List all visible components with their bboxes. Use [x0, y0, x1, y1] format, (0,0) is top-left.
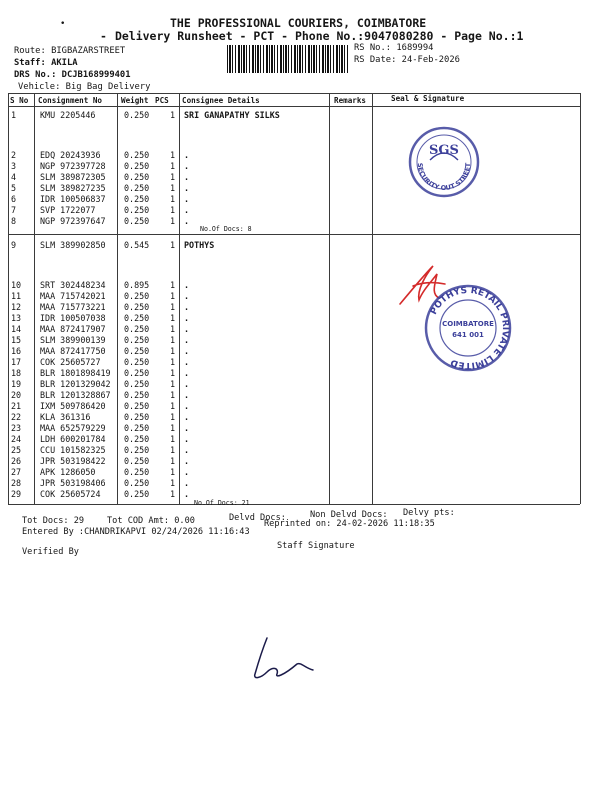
group-divider-rule	[8, 234, 580, 235]
cell-mark: .	[184, 445, 190, 455]
runsheet-title	[100, 31, 523, 43]
cell-sno: 28	[11, 478, 22, 488]
rs-no-text: RS No.: 1689994	[354, 43, 434, 53]
cell-sno: 1	[11, 110, 17, 120]
cell-mark: .	[184, 423, 190, 433]
cell-sno: 13	[11, 313, 22, 323]
entered-by: Entered By :CHANDRIKAPVI 02/24/2026 11:16:43	[22, 527, 250, 537]
total-docs: Tot Docs: 29	[22, 516, 85, 526]
delivered-docs: Delvd Docs:	[229, 513, 286, 523]
cell-weight: 0.250	[124, 401, 150, 411]
cell-weight: 0.250	[124, 423, 150, 433]
reprinted-on: Reprinted on: 24-02-2026 11:18:35	[264, 519, 435, 529]
cell-consignment: SLM 389827235	[40, 183, 106, 193]
cell-pcs: 1	[170, 194, 176, 204]
cell-mark: .	[184, 467, 190, 477]
cell-consignment: JPR 503198422	[40, 456, 106, 466]
cell-pcs: 1	[170, 434, 176, 444]
total-cod: Tot COD Amt: 0.00	[107, 516, 195, 526]
cell-consignment: SLM 389900139	[40, 335, 106, 345]
cell-sno: 12	[11, 302, 22, 312]
cell-consignment: IDR 100507038	[40, 313, 106, 323]
cell-consignment: SLM 389902850	[40, 240, 106, 250]
cell-weight: 0.250	[124, 379, 150, 389]
group-doc-count: No.Of Docs: 21	[194, 499, 250, 507]
cell-consignment: CCU 101582325	[40, 445, 106, 455]
cell-pcs: 1	[170, 368, 176, 378]
sgs-seal-title: SGS	[429, 143, 459, 158]
cell-weight: 0.250	[124, 183, 150, 193]
cell-pcs: 1	[170, 445, 176, 455]
cell-pcs: 1	[170, 467, 176, 477]
cell-consignment: IDR 100506837	[40, 194, 106, 204]
cell-weight: 0.250	[124, 313, 150, 323]
cell-sno: 23	[11, 423, 22, 433]
cell-weight: 0.250	[124, 489, 150, 499]
cell-sno: 22	[11, 412, 22, 422]
cell-mark: .	[184, 150, 190, 160]
staff-signature-scribble	[247, 634, 317, 684]
cell-consignment: COK 25605727	[40, 357, 101, 367]
corner-mark: •	[60, 19, 66, 29]
pothys-seal-ring: POTHYS RETAIL PRIVATE LIMITED	[429, 285, 511, 371]
cell-pcs: 1	[170, 110, 176, 120]
cell-mark: .	[184, 401, 190, 411]
cell-weight: 0.250	[124, 161, 150, 171]
col-header-pcs: PCS	[155, 96, 169, 105]
cell-pcs: 1	[170, 335, 176, 345]
drs-barcode	[227, 45, 349, 73]
staff-text: Staff: AKILA	[14, 58, 78, 68]
vehicle-text: Vehicle: Big Bag Delivery	[18, 82, 151, 92]
cell-consignment: KLA 361316	[40, 412, 91, 422]
cell-weight: 0.250	[124, 302, 150, 312]
cell-consignment: COK 25605724	[40, 489, 101, 499]
rs-date-text: RS Date: 24-Feb-2026	[354, 55, 460, 65]
cell-sno: 9	[11, 240, 17, 250]
cell-consignment: SLM 389872305	[40, 172, 106, 182]
cell-pcs: 1	[170, 456, 176, 466]
cell-weight: 0.250	[124, 434, 150, 444]
cell-consignment: SVP 1722077	[40, 205, 96, 215]
cell-consignment: KMU 2205446	[40, 110, 96, 120]
cell-mark: .	[184, 379, 190, 389]
table-bottom-rule	[8, 504, 580, 505]
cell-sno: 27	[11, 467, 22, 477]
cell-sno: 17	[11, 357, 22, 367]
cell-consignment: MAA 652579229	[40, 423, 106, 433]
col-header-remarks: Remarks	[334, 96, 367, 105]
cell-pcs: 1	[170, 205, 176, 215]
cell-consignment: MAA 872417907	[40, 324, 106, 334]
cell-sno: 15	[11, 335, 22, 345]
cell-sno: 14	[11, 324, 22, 334]
cell-pcs: 1	[170, 240, 176, 250]
cell-mark: .	[184, 456, 190, 466]
cell-pcs: 1	[170, 324, 176, 334]
cell-consignment: BLR 1801898419	[40, 368, 111, 378]
cell-mark: .	[184, 324, 190, 334]
cell-weight: 0.250	[124, 390, 150, 400]
table-header-rule	[8, 106, 580, 107]
cell-pcs: 1	[170, 183, 176, 193]
cell-mark: .	[184, 291, 190, 301]
cell-pcs: 1	[170, 302, 176, 312]
cell-pcs: 1	[170, 150, 176, 160]
cell-sno: 11	[11, 291, 22, 301]
cell-weight: 0.250	[124, 150, 150, 160]
cell-weight: 0.250	[124, 467, 150, 477]
cell-consignment: JPR 503198406	[40, 478, 106, 488]
cell-weight: 0.250	[124, 291, 150, 301]
cell-sno: 16	[11, 346, 22, 356]
group-doc-count: No.Of Docs: 8	[200, 225, 252, 233]
cell-consignment: NGP 972397647	[40, 216, 106, 226]
cell-pcs: 1	[170, 423, 176, 433]
cell-weight: 0.250	[124, 346, 150, 356]
cell-consignment: IXM 509786420	[40, 401, 106, 411]
cell-consignment: EDQ 20243936	[40, 150, 101, 160]
cell-sno: 19	[11, 379, 22, 389]
sgs-seal-ring: SECURITY OUT STREET	[415, 162, 473, 193]
cell-sno: 24	[11, 434, 22, 444]
cell-weight: 0.250	[124, 194, 150, 204]
cell-mark: .	[184, 205, 190, 215]
cell-sno: 8	[11, 216, 17, 226]
table-row	[0, 217, 600, 228]
cell-sno: 29	[11, 489, 22, 499]
sgs-seal-stamp	[406, 124, 482, 200]
cell-mark: .	[184, 280, 190, 290]
cell-mark: .	[184, 161, 190, 171]
cell-sno: 5	[11, 183, 17, 193]
cell-pcs: 1	[170, 291, 176, 301]
cell-weight: 0.250	[124, 357, 150, 367]
delivery-points: Delvy pts:	[403, 508, 455, 518]
cell-mark: .	[184, 335, 190, 345]
col-header-sno: S No	[10, 96, 29, 105]
cell-mark: .	[184, 302, 190, 312]
col-header-weight: Weight	[121, 96, 149, 105]
table-row	[0, 402, 600, 413]
table-row	[0, 241, 600, 252]
cell-mark: .	[184, 412, 190, 422]
cell-sno: 3	[11, 161, 17, 171]
cell-consignment: MAA 715773221	[40, 302, 106, 312]
staff-signature-label: Staff Signature	[277, 541, 355, 551]
table-top-rule	[8, 93, 580, 94]
cell-mark: .	[184, 390, 190, 400]
cell-weight: 0.250	[124, 335, 150, 345]
cell-sno: 26	[11, 456, 22, 466]
cell-sno: 21	[11, 401, 22, 411]
title-dash: -	[100, 29, 107, 43]
cell-mark: .	[184, 183, 190, 193]
cell-mark: .	[184, 172, 190, 182]
svg-text:SECURITY OUT STREET	[416, 162, 472, 192]
cell-pcs: 1	[170, 401, 176, 411]
consignee-name: SRI GANAPATHY SILKS	[184, 110, 280, 120]
cell-weight: 0.250	[124, 412, 150, 422]
cell-pcs: 1	[170, 357, 176, 367]
cell-pcs: 1	[170, 161, 176, 171]
cell-pcs: 1	[170, 346, 176, 356]
non-delivered-docs: Non Delvd Docs:	[310, 510, 388, 520]
col-header-consignment: Consignment No	[38, 96, 103, 105]
cell-mark: .	[184, 368, 190, 378]
cell-pcs: 1	[170, 412, 176, 422]
cell-weight: 0.250	[124, 172, 150, 182]
drs-text: DRS No.: DCJB168999401	[14, 70, 131, 80]
cell-pcs: 1	[170, 379, 176, 389]
table-row	[0, 490, 600, 501]
cell-pcs: 1	[170, 172, 176, 182]
cell-weight: 0.250	[124, 324, 150, 334]
verified-by-label: Verified By	[22, 547, 79, 557]
cell-sno: 6	[11, 194, 17, 204]
cell-mark: .	[184, 313, 190, 323]
cell-consignment: NGP 972397728	[40, 161, 106, 171]
cell-weight: 0.250	[124, 456, 150, 466]
cell-pcs: 1	[170, 216, 176, 226]
cell-mark: .	[184, 216, 190, 226]
cell-consignment: MAA 715742021	[40, 291, 106, 301]
cell-pcs: 1	[170, 489, 176, 499]
cell-weight: 0.250	[124, 445, 150, 455]
cell-consignment: APK 1286050	[40, 467, 96, 477]
pothys-seal-city: COIMBATORE	[442, 320, 494, 328]
runsheet-line: Delivery Runsheet - PCT - Phone No.:9047080280 - Page No.:1	[114, 29, 524, 43]
route-text: Route: BIGBAZARSTREET	[14, 46, 126, 56]
cell-consignment: SRT 302448234	[40, 280, 106, 290]
cell-weight: 0.895	[124, 280, 150, 290]
consignee-name: POTHYS	[184, 240, 215, 250]
table-row	[0, 111, 600, 122]
cell-mark: .	[184, 346, 190, 356]
cell-sno: 25	[11, 445, 22, 455]
cell-pcs: 1	[170, 478, 176, 488]
cell-pcs: 1	[170, 313, 176, 323]
cell-weight: 0.250	[124, 478, 150, 488]
cell-mark: .	[184, 478, 190, 488]
cell-consignment: BLR 1201328867	[40, 390, 111, 400]
cell-consignment: BLR 1201329042	[40, 379, 111, 389]
cell-sno: 4	[11, 172, 17, 182]
cell-consignment: LDH 600201784	[40, 434, 106, 444]
cell-weight: 0.250	[124, 205, 150, 215]
cell-mark: .	[184, 434, 190, 444]
cell-sno: 7	[11, 205, 17, 215]
pothys-seal-pin: 641 001	[452, 331, 484, 339]
cell-weight: 0.250	[124, 368, 150, 378]
cell-weight: 0.545	[124, 240, 150, 250]
col-header-consignee: Consignee Details	[182, 96, 260, 105]
cell-sno: 18	[11, 368, 22, 378]
cell-mark: .	[184, 194, 190, 204]
cell-sno: 2	[11, 150, 17, 160]
company-title: THE PROFESSIONAL COURIERS, COIMBATORE	[170, 16, 427, 30]
cell-pcs: 1	[170, 390, 176, 400]
cell-weight: 0.250	[124, 216, 150, 226]
cell-pcs: 1	[170, 280, 176, 290]
cell-weight: 0.250	[124, 110, 150, 120]
cell-mark: .	[184, 357, 190, 367]
cell-sno: 20	[11, 390, 22, 400]
cell-sno: 10	[11, 280, 22, 290]
pothys-seal-stamp	[422, 282, 514, 374]
cell-mark: .	[184, 489, 190, 499]
cell-consignment: MAA 872417750	[40, 346, 106, 356]
col-header-seal: Seal & Signature	[391, 94, 465, 103]
